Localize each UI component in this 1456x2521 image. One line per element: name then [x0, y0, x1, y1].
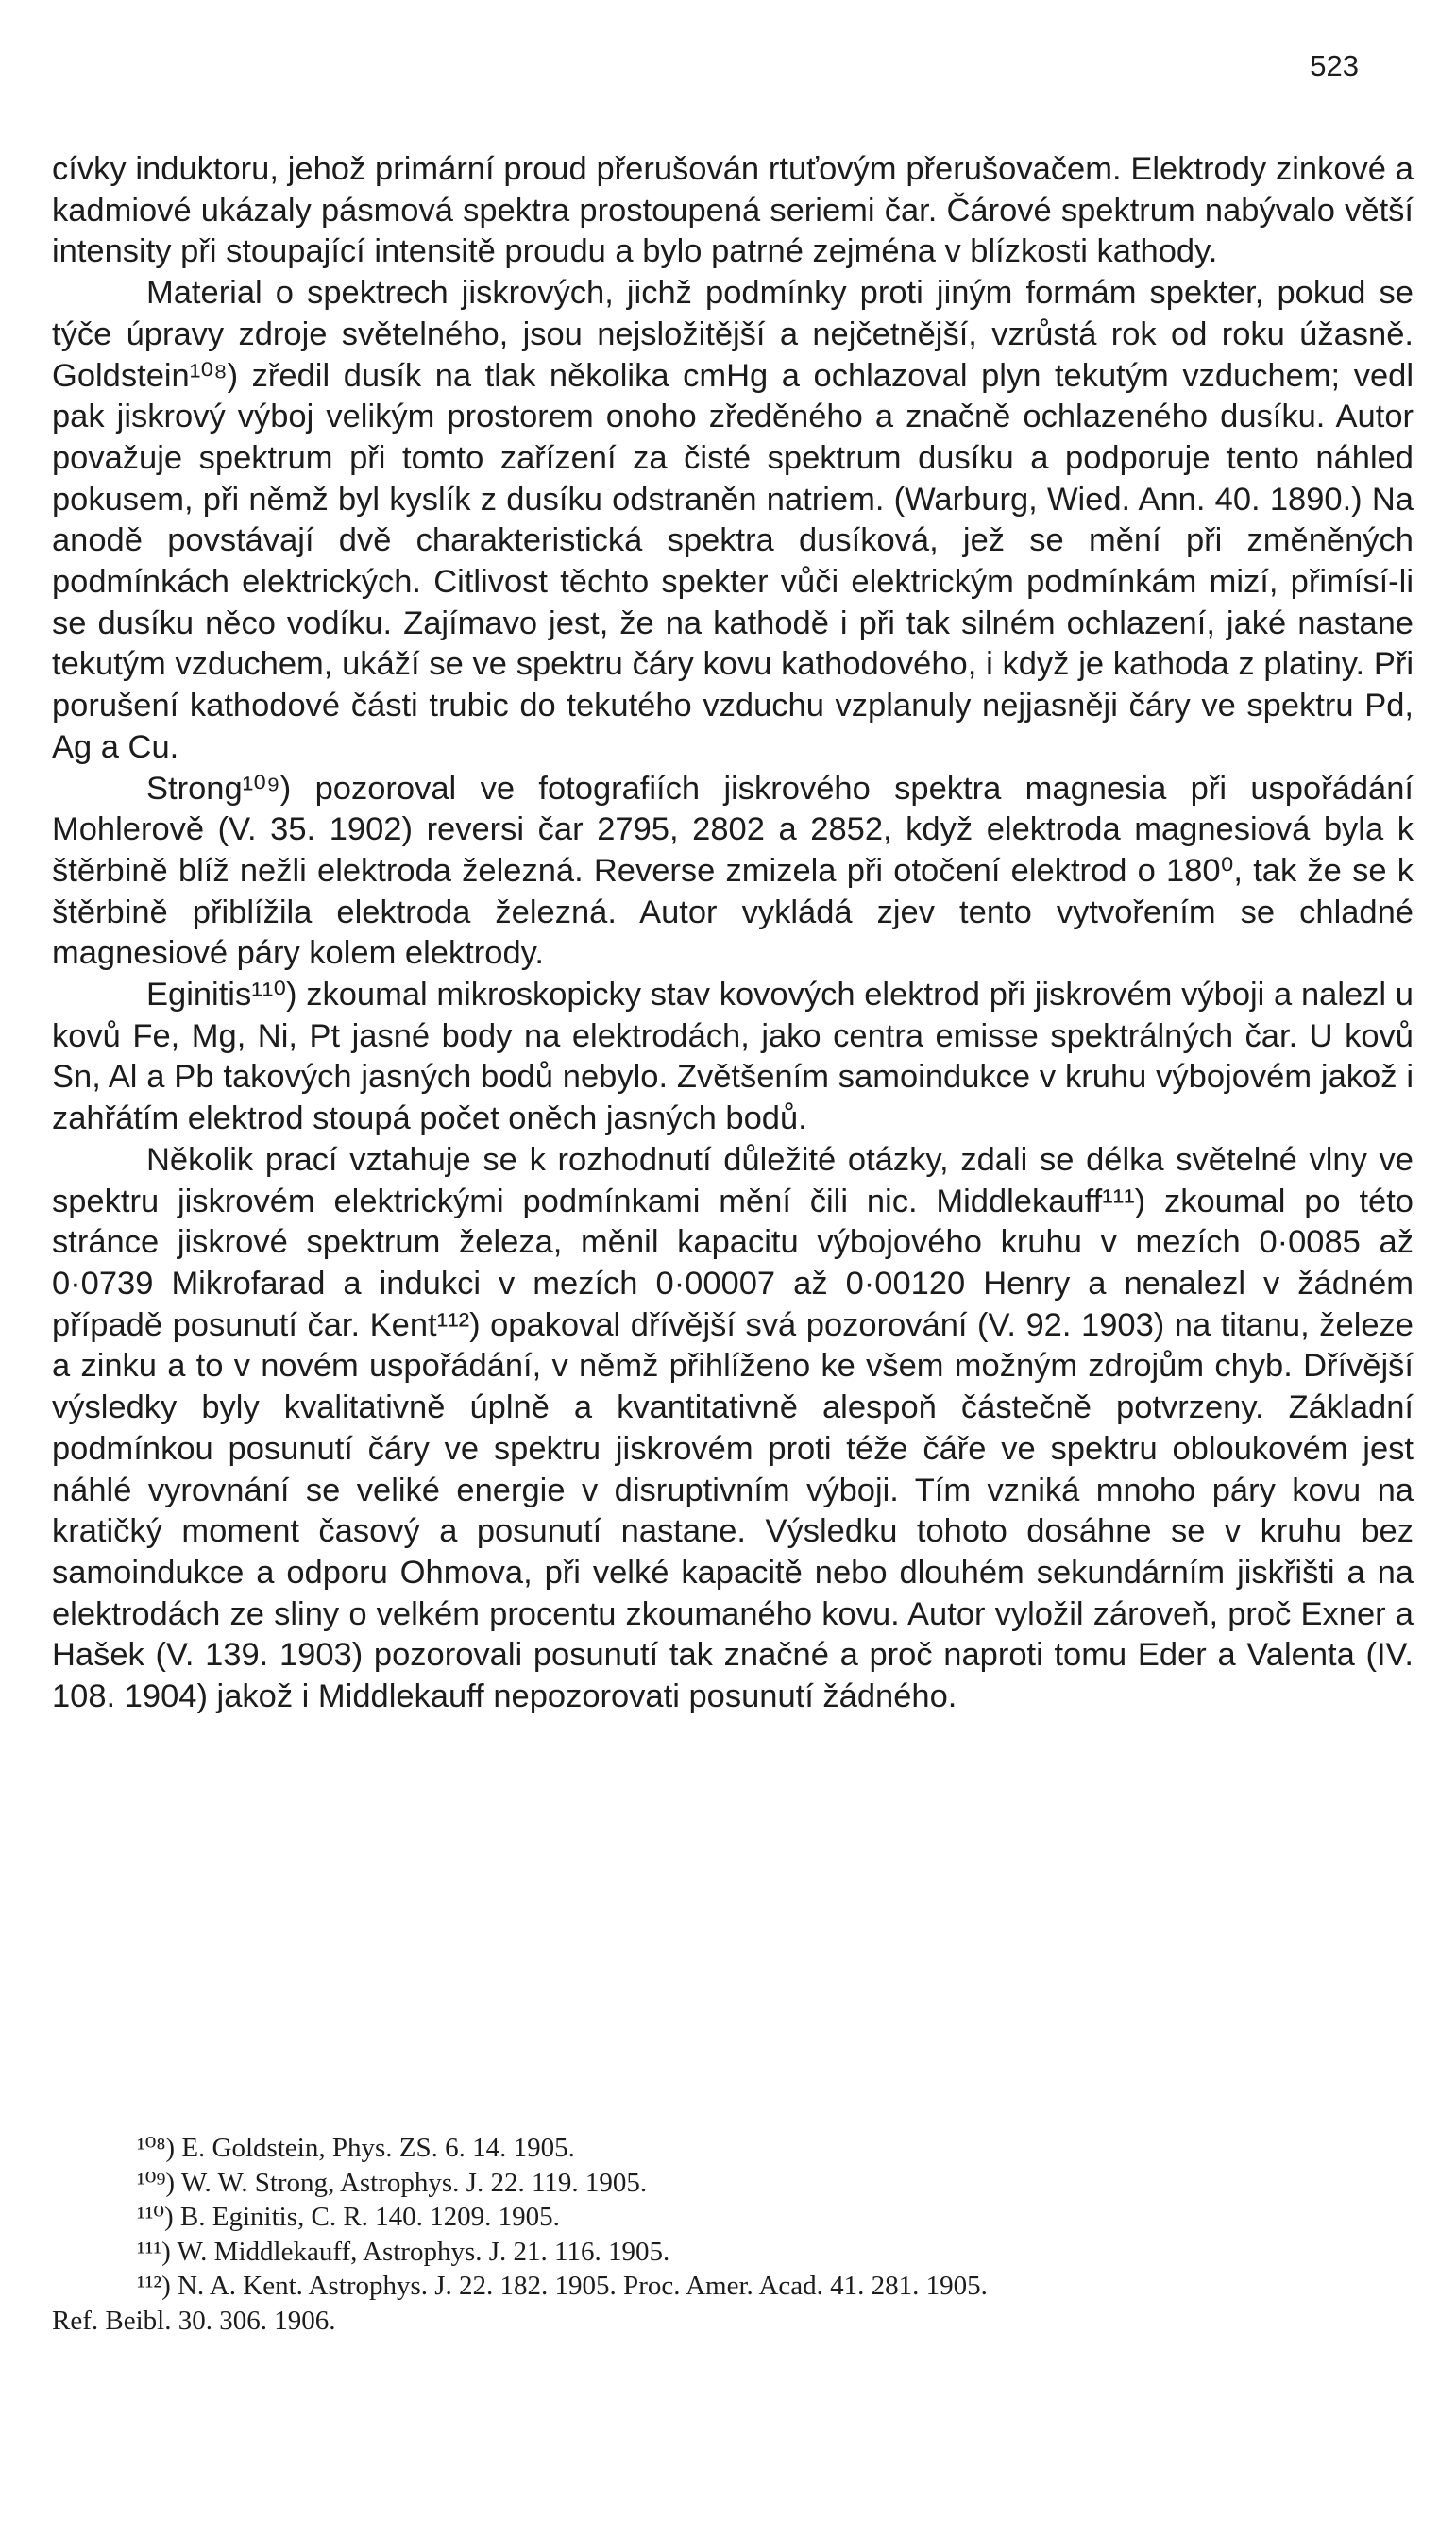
paragraph: cívky induktoru, jehož primární proud přerušován rtuťovým přerušovačem. Elektrody zinkové a kadmiové ukázaly pásmová spektra prostoupená seriemi čar. Čárové spektrum nabývalo větší intensity při stoupající intensitě proudu a bylo patrné zejména v blízkosti kathody.	[52, 151, 1414, 270]
paragraph: Několik prací vztahuje se k rozhodnutí důležité otázky, zdali se délka světelné vlny ve spektru jiskrovém elektrickými podmínkami mění čili nic. Middlekauff¹¹¹) zkoumal po této stránce jiskrové spektrum železa, měnil kapacitu výbojového kruhu v mezích 0·0085 až 0·0739 Mikrofarad a indukci v mezích 0·00007 až 0·00120 Henry a nenalezl v žádném případě posunutí čar. Kent¹¹²) opakoval dřívější svá pozorování (V. 92. 1903) na titanu, železe a zinku a to v novém uspořádání, v němž přihlíženo ke všem možným zdrojům chyb. Dřívější výsledky byly kvalitativně úplně a kvantitativně alespoň částečně potvrzeny. Základní podmínkou posunutí čáry ve spektru jiskrovém proti téže čáře ve spektru obloukovém jest náhlé vyrovnání se veliké energie v disruptivním výboji. Tím vzniká mnoho páry kovu na kratičký moment časový a posunutí nastane. Výsledku tohoto dosáhne se v kruhu bez samoindukce a odporu Ohmova, při velké kapacitě nebo dlouhém sekundárním jiskřišti a na elektrodách ze sliny o velkém procentu zkoumaného kovu. Autor vyložil zároveň, proč Exner a Hašek (V. 139. 1903) pozorovali posunutí tak značné a proč naproti tomu Eder a Valenta (IV. 108. 1904) jakož i Middlekauff nepozorovati posunutí žádného.	[52, 1141, 1414, 1715]
footnote: ¹¹¹) W. Middlekauff, Astrophys. J. 21. 116. 1905.	[137, 2236, 670, 2267]
footnote-continuation: Ref. Beibl. 30. 306. 1906.	[52, 2305, 336, 2336]
footnote: ¹⁰⁸) E. Goldstein, Phys. ZS. 6. 14. 1905.	[137, 2133, 575, 2163]
body-text	[52, 149, 1414, 1718]
footnote: ¹¹²) N. A. Kent. Astrophys. J. 22. 182. 1905. Proc. Amer. Acad. 41. 281. 1905.	[137, 2271, 988, 2301]
paragraph: Material o spektrech jiskrových, jichž podmínky proti jiným formám spekter, pokud se týče úpravy zdroje světelného, jsou nejsložitější a nejčetnější, vzrůstá rok od roku úžasně. Goldstein¹⁰⁸) zředil dusík na tlak několika cmHg a ochlazoval plyn tekutým vzduchem; vedl pak jiskrový výboj velikým prostorem onoho zředěného a značně ochlazeného dusíku. Autor považuje spektrum při tomto zařízení za čisté spektrum dusíku a podporuje tento náhled pokusem, při němž byl kyslík z dusíku odstraněn natriem. (Warburg, Wied. Ann. 40. 1890.) Na anodě povstávají dvě charakteristická spektra dusíková, jež se mění při změněných podmínkách elektrických. Citlivost těchto spekter vůči elektrickým podmínkám mizí, přimísí-li se dusíku něco vodíku. Zajímavo jest, že na kathodě i při tak silném ochlazení, jaké nastane tekutým vzduchem, ukáží se ve spektru čáry kovu kathodového, i když je kathoda z platiny. Při porušení kathodové části trubic do tekutého vzduchu vzplanuly nejjasněji čáry ve spektru Pd, Ag a Cu.	[52, 275, 1414, 765]
footnote: ¹¹⁰) B. Eginitis, C. R. 140. 1209. 1905.	[137, 2202, 560, 2232]
footnote: ¹⁰⁹) W. W. Strong, Astrophys. J. 22. 119. 1905.	[137, 2167, 648, 2198]
paragraph: Eginitis¹¹⁰) zkoumal mikroskopicky stav kovových elektrod při jiskrovém výboji a nalezl u kovů Fe, Mg, Ni, Pt jasné body na elektrodách, jako centra emisse spektrálných čar. U kovů Sn, Al a Pb takových jasných bodů nebylo. Zvětšením samoindukce v kruhu výbojovém jakož i zahřátím elektrod stoupá počet oněch jasných bodů.	[52, 977, 1414, 1137]
footnotes	[52, 2131, 1414, 2338]
page-number: 523	[1310, 49, 1359, 82]
paragraph: Strong¹⁰⁹) pozoroval ve fotografiích jiskrového spektra magnesia při uspořádání Mohlerově (V. 35. 1902) reversi čar 2795, 2802 a 2852, když elektroda magnesiová byla k štěrbině blíž nežli elektroda železná. Reverse zmizela při otočení elektrod o 180⁰, tak že se k štěrbině přiblížila elektroda železná. Autor vykládá zjev tento vytvořením se chladné magnesiové páry kolem elektrody.	[52, 770, 1414, 972]
